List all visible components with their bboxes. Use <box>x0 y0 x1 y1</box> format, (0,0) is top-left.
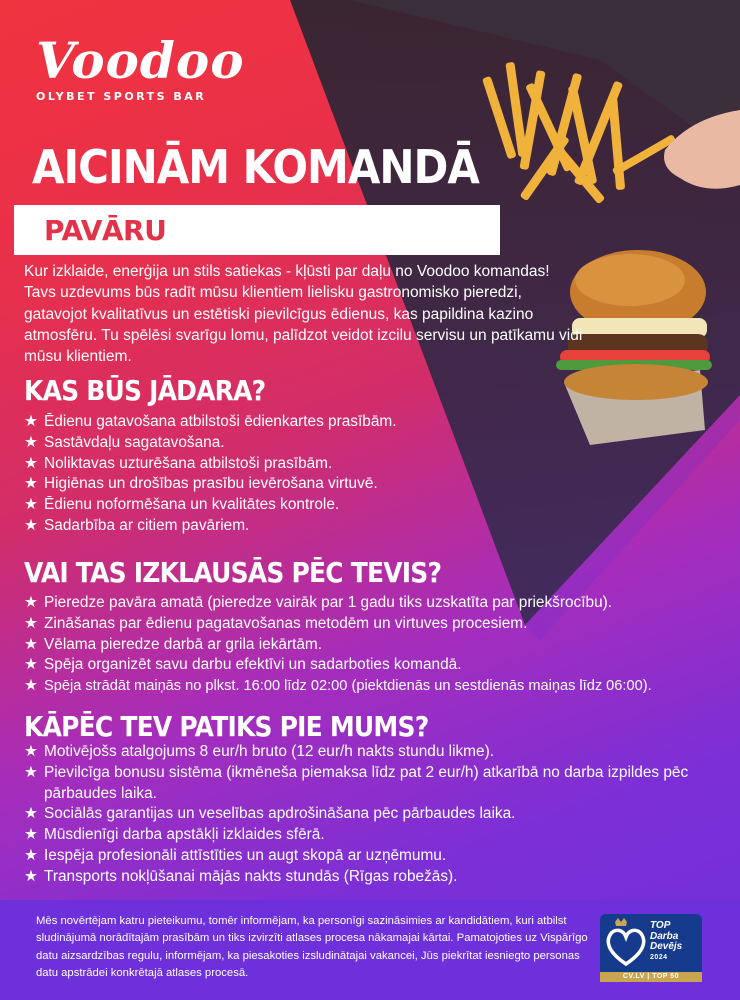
logo-subtitle: OLYBET SPORTS BAR <box>36 90 207 103</box>
star-icon: ★ <box>24 826 38 844</box>
requirements-list <box>24 593 734 697</box>
star-icon: ★ <box>24 433 38 451</box>
duties-list <box>24 412 397 537</box>
badge-top: TOP <box>650 920 671 931</box>
list-item: ★ Pieredze pavāra amatā (pieredze vairāk par 1 gadu tiks uzskatīta par priekšrocību). <box>24 593 734 614</box>
list-item: ★ Iespēja profesionāli attīstīties un augt skopā ar uzņēmumu. <box>24 846 724 867</box>
list-item: ★ Motivējošs atalgojums 8 eur/h bruto (12 eur/h nakts stundu likme). <box>24 742 724 763</box>
logo-wordmark: Voodoo <box>36 31 245 90</box>
list-item: ★ Ēdienu gatavošana atbilstoši ēdienkartes prasībām. <box>24 412 397 433</box>
star-icon: ★ <box>24 656 38 674</box>
badge-body <box>600 914 702 972</box>
star-icon: ★ <box>24 413 38 430</box>
list-item: ★ Sadarbība ar citiem pavāriem. <box>24 516 397 537</box>
star-icon: ★ <box>24 635 38 653</box>
star-icon: ★ <box>24 743 38 760</box>
section-title-benefits: KĀPĒC TEV PATIKS PIE MUMS? <box>24 710 429 743</box>
section-title-requirements: VAI TAS IZKLAUSĀS PĒC TEVIS? <box>24 556 442 589</box>
badge-line2: Darba <box>650 930 679 942</box>
list-item: ★ Ēdienu noformēšana un kvalitātes kontrole. <box>24 495 397 516</box>
list-item: ★ Higiēnas un drošības prasību ievērošana virtuvē. <box>24 474 397 495</box>
star-icon: ★ <box>24 805 38 823</box>
star-icon: ★ <box>24 846 38 864</box>
list-item: ★ Pievilcīga bonusu sistēma (ikmēneša piemaksa līdz pat 2 eur/h) atkarībā no darba izpildes pēc pārbaudes laika. <box>24 763 724 805</box>
list-item: ★ Transports nokļūšanai mājās nakts stundās (Rīgas robežās). <box>24 867 724 888</box>
list-item: ★ Noliktavas uzturēšana atbilstoši prasībām. <box>24 454 397 475</box>
list-item: ★ Spēja strādāt maiņās no plkst. 16:00 līdz 02:00 (piektdienās un sestdienās maiņas līdz 06:00). <box>24 676 734 697</box>
position-banner <box>14 205 500 255</box>
list-item: ★ Vēlama pieredze darbā ar grila iekārtām. <box>24 635 734 656</box>
heart-icon <box>602 916 650 972</box>
star-icon: ★ <box>24 594 38 611</box>
badge-year: 2024 <box>650 953 668 961</box>
list-item: ★ Mūsdienīgi darba apstākļi izklaides sfērā. <box>24 825 724 846</box>
star-icon: ★ <box>24 516 38 534</box>
badge-strip: CV.LV | TOP 50 <box>600 972 702 982</box>
benefits-list <box>24 742 724 888</box>
star-icon: ★ <box>24 454 38 472</box>
top-employer-badge <box>600 914 702 982</box>
badge-line3: Devējs <box>650 941 683 952</box>
star-icon: ★ <box>24 763 38 781</box>
star-icon: ★ <box>24 677 38 695</box>
intro-paragraph: Kur izklaide, enerģija un stils satiekas - kļūsti par daļu no Voodoo komandas! Tavs uzdevums būs radīt mūsu klientiem lielisku gastronomisko pieredzi, gatavojot kvalitatīvus un estētiski pievilcīgus ēdienus, kas papildina kazino atmosfēru. Tu spēlēsi svarīgu lomu, palīdzot veidot izcilu servisu un patīkamu vidi mūsu klientiem. <box>24 263 583 366</box>
list-item: ★ Zināšanas par ēdienu pagatavošanas metodēm un virtuves procesiem. <box>24 614 734 635</box>
brand-logo <box>36 31 245 103</box>
star-icon: ★ <box>24 496 38 514</box>
star-icon: ★ <box>24 867 38 885</box>
privacy-notice: Mēs novērtējam katru pieteikumu, tomēr informējam, ka personīgi sazināsimies ar kandidātiem, kuri atbilst sludinājumā norādītajām prasībām un tiks izvirzīti atlases procesa nākamajai kārtai. Pamatojoties uz Vispārīgo datu aizsardzības regulu, informējam, ka piesakoties izsludinātajai vakancei, Jūs piekrītat iesniegto personas datu apstrādei konkrētajā atlases procesā. <box>36 915 588 980</box>
page-title: AICINĀM KOMANDĀ <box>32 140 479 194</box>
list-item: ★ Sastāvdaļu sagatavošana. <box>24 433 397 454</box>
list-item: ★ Spēja organizēt savu darbu efektīvi un sadarboties komandā. <box>24 655 734 676</box>
list-item: ★ Sociālās garantijas un veselības apdrošināšana pēc pārbaudes laika. <box>24 804 724 825</box>
star-icon: ★ <box>24 614 38 632</box>
position-label: PAVĀRU <box>44 213 167 247</box>
star-icon: ★ <box>24 475 38 493</box>
section-title-duties: KAS BŪS JĀDARA? <box>24 374 266 407</box>
